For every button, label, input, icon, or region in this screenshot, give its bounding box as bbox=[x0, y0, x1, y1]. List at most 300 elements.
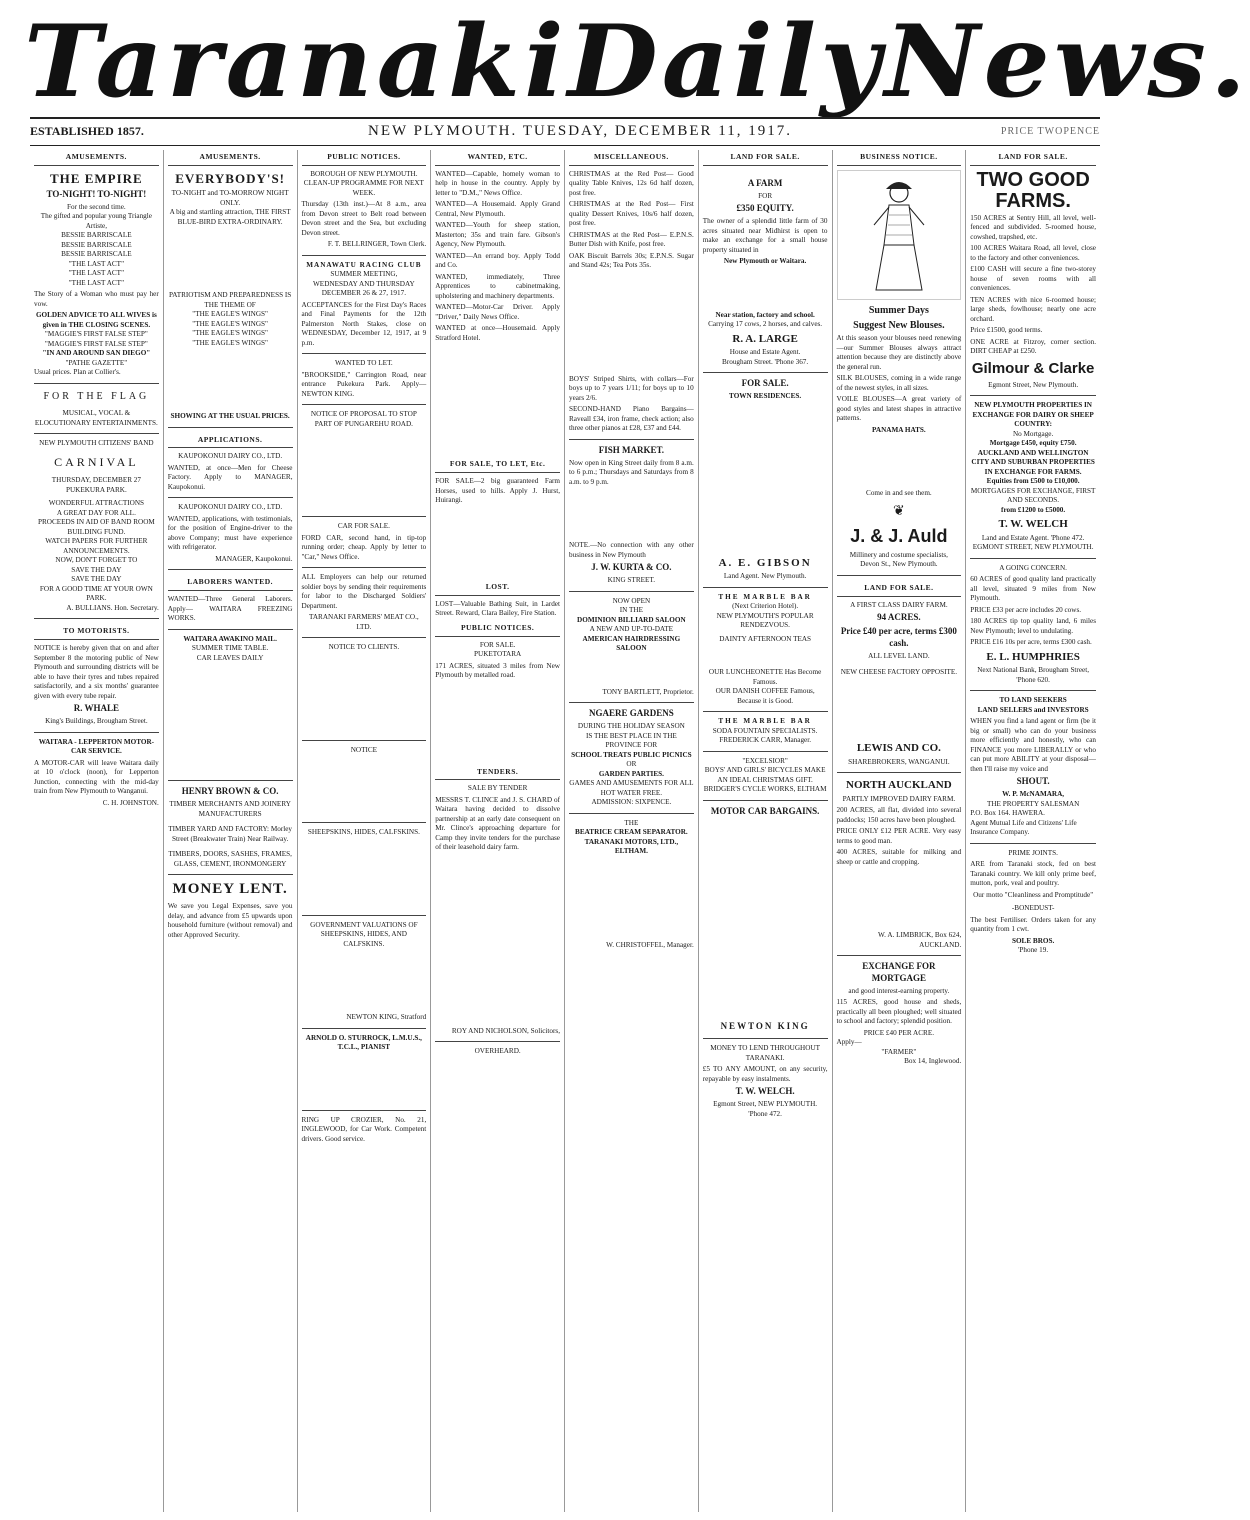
fish-text: Now open in King Street daily from 8 a.m. to 6 p.m.; Thursdays and Saturdays from 8 a.m. to 9 p.m. bbox=[569, 458, 694, 486]
misc-4: OAK Biscuit Barrels 30s; E.P.N.S. Sugar and Stand 42s; Tea Pots 35s. bbox=[569, 251, 694, 270]
car-leaves: CAR LEAVES DAILY bbox=[196, 653, 264, 662]
wanted-3: WANTED—Youth for sheep station, Masterton; 35s and train fare. Gibson's Agency, New Plymouth. bbox=[435, 221, 560, 249]
sheepskins-text-block bbox=[302, 840, 427, 910]
tonight-2: TO-NIGHT and TO-MORROW NIGHT ONLY. bbox=[171, 189, 289, 207]
separator bbox=[703, 587, 828, 588]
separator bbox=[168, 427, 293, 428]
carnival: CARNIVAL bbox=[54, 454, 139, 469]
column-3 bbox=[298, 150, 432, 1512]
phone-472: 'Phone 472. bbox=[748, 1109, 782, 1118]
save-the-day-2: SAVE THE DAY bbox=[71, 575, 122, 584]
holiday-season: DURING THE HOLIDAY SEASON bbox=[577, 722, 685, 731]
dainty-teas: DAINTY AFTERNOON TEAS bbox=[719, 634, 812, 643]
the: THE bbox=[624, 818, 639, 827]
separator bbox=[837, 955, 962, 956]
notice-2: NOTICE bbox=[350, 745, 378, 754]
notice-to-clients: NOTICE TO CLIENTS. bbox=[328, 643, 400, 652]
tender-block bbox=[435, 855, 560, 1025]
separator bbox=[34, 618, 159, 619]
panama-block bbox=[837, 437, 962, 487]
mcnamara: W. P. McNAMARA, bbox=[1002, 790, 1065, 799]
hawera: P.O. Box 164. HAWERA. bbox=[970, 809, 1045, 818]
separator bbox=[970, 395, 1096, 396]
acres-60: 60 ACRES of good quality land practically all level, situated 9 miles from New Plymouth. bbox=[970, 575, 1096, 603]
dateline bbox=[30, 120, 1100, 142]
separator bbox=[302, 1110, 427, 1111]
arnold-sturrock: ARNOLD O. STURROCK, L.M.U.S., T.C.L., PIANIST bbox=[305, 1033, 422, 1052]
a-e-gibson: A. E. GIBSON bbox=[718, 556, 812, 569]
r-a-large: R. A. LARGE bbox=[732, 332, 798, 345]
separator bbox=[34, 732, 159, 733]
one-acre: ONE ACRE at Fitzroy, corner section. DIRT CHEAP at £250. bbox=[970, 337, 1096, 356]
misc-block bbox=[569, 273, 694, 373]
cleanup: CLEAN-UP PROGRAMME FOR NEXT WEEK. bbox=[303, 179, 424, 197]
applications-heading: APPLICATIONS. bbox=[168, 433, 293, 449]
column-8 bbox=[966, 150, 1100, 1512]
lady-figure-icon bbox=[864, 175, 934, 295]
when-you-find: WHEN you find a land agent or firm (be it big or small) who can do your business more efficiently and honestly, who can FINANCE you more LIBERALLY or who can put more ABILITY at your disposal—then I'll raise my voice and bbox=[970, 717, 1096, 773]
separator bbox=[302, 404, 427, 405]
proposal-text-block bbox=[302, 431, 427, 511]
beatrice: BEATRICE CREAM SEPARATOR. bbox=[575, 828, 688, 837]
patriotism: PATRIOTISM AND PREPAREDNESS IS THE THEME OF bbox=[168, 291, 292, 309]
everybodys-title: EVERYBODY'S! bbox=[175, 170, 286, 186]
wanted-4: WANTED—An errand boy. Apply Todd and Co. bbox=[435, 251, 560, 270]
motorists-notice: NOTICE is hereby given that on and after September 8 the motoring public of New Plymouth and surrounding districts will be able to have their tyres and tubes repaired satisfactorily, and a six months' guarantee given with every tube repair. bbox=[34, 644, 159, 700]
summer-meeting: SUMMER MEETING, bbox=[330, 270, 398, 279]
wanted-7: WANTED at once—Housemaid. Apply Stratford Hotel. bbox=[435, 324, 560, 342]
tony-bartlett: TONY BARTLETT, Proprietor. bbox=[602, 687, 694, 696]
money-text: We save you Legal Expenses, save you delay, and advance from £5 upwards upon household furniture (without removal) and other Approved Security. bbox=[167, 902, 293, 939]
ring-crozier: RING UP CROZIER, No. 21, INGLEWOOD, for Car Work. Competent drivers. Good service. bbox=[301, 1115, 427, 1143]
motors-block bbox=[569, 859, 694, 939]
separator bbox=[703, 751, 828, 752]
school-treats: SCHOOL TREATS PUBLIC PICNICS bbox=[571, 750, 692, 759]
masthead-word-2: Daily bbox=[567, 3, 885, 120]
bluebird: A big and startling attraction, THE FIRST BLUE-BIRD EXTRA-ORDINARY. bbox=[169, 208, 291, 226]
price-16: PRICE £16 10s per acre, terms £300 cash. bbox=[970, 638, 1092, 647]
separator bbox=[168, 569, 293, 570]
brookside: "BROOKSIDE," Carrington Road, near entrance Pukekura Park. Apply—NEWTON KING. bbox=[301, 370, 427, 398]
separator bbox=[569, 813, 694, 814]
soda-fountain: SODA FOUNTAIN SPECIALISTS. bbox=[712, 726, 818, 735]
separator bbox=[302, 637, 427, 638]
cleanup-text: Thursday (13th inst.)—At 8 a.m., area from Devon street to Belt road between Devon street and the Sea, but excluding Devon street. bbox=[301, 200, 427, 237]
acres-block bbox=[837, 869, 962, 929]
bellringer: F. T. BELLRINGER, Town Clerk. bbox=[327, 240, 427, 249]
citizens-band: NEW PLYMOUTH CITIZENS' BAND bbox=[39, 439, 154, 448]
pathe-gazette: "PATHE GAZETTE" bbox=[65, 358, 128, 367]
interest-property: and good interest-earning property. bbox=[848, 986, 950, 995]
kaupokonui-2: KAUPOKONUI DAIRY CO., LTD. bbox=[178, 503, 283, 512]
good-time: FOR A GOOD TIME AT YOUR OWN PARK. bbox=[39, 584, 153, 603]
separator bbox=[837, 772, 962, 773]
separator bbox=[168, 874, 293, 875]
price-33: PRICE £33 per acre includes 20 cows. bbox=[970, 605, 1082, 614]
maggie-2: "MAGGIE'S FIRST FALSE STEP" bbox=[44, 339, 148, 348]
separator bbox=[168, 629, 293, 630]
ornament-icon: ❦ bbox=[893, 503, 905, 519]
misc-3: CHRISTMAS at the Red Post— E.P.N.S. Butter Dish with Knife, post free. bbox=[569, 230, 694, 249]
lewis-and-co: LEWIS AND CO. bbox=[856, 742, 941, 754]
last-act-2: "THE LAST ACT" bbox=[68, 269, 124, 278]
columns bbox=[30, 150, 1100, 1512]
awakino-mail: WAITARA AWAKINO MAIL. bbox=[183, 634, 277, 643]
kings-buildings: King's Buildings, Brougham Street. bbox=[45, 717, 148, 726]
going-concern: A GOING CONCERN. bbox=[999, 563, 1067, 572]
usual-prices: Usual prices. Plan at Collier's. bbox=[34, 368, 121, 377]
land-agent: Land Agent. New Plymouth. bbox=[723, 572, 807, 581]
dairy-block bbox=[837, 679, 962, 739]
save-the-day-1: SAVE THE DAY bbox=[71, 565, 122, 574]
last-act-1: "THE LAST ACT" bbox=[68, 259, 124, 268]
property-salesman: THE PROPERTY SALESMAN bbox=[986, 799, 1080, 808]
price: PRICE TWOPENCE bbox=[1000, 125, 1100, 137]
timetable-block bbox=[168, 665, 293, 775]
cash-100: £100 CASH will secure a fine two-storey house of seven rooms with all conveniences. bbox=[970, 265, 1096, 293]
mortgages-exchange: MORTGAGES FOR EXCHANGE, FIRST AND SECONDS. bbox=[970, 486, 1096, 505]
bonedust: -BONEDUST- bbox=[1011, 904, 1055, 913]
separator bbox=[302, 353, 427, 354]
egmont-street-2: EGMONT STREET, NEW PLYMOUTH. bbox=[972, 543, 1094, 552]
san-diego: "IN AND AROUND SAN DIEGO" bbox=[42, 349, 151, 358]
gifted: The gifted and popular young Triangle Artiste, bbox=[40, 212, 152, 230]
acres-200: 200 ACRES, all flat, divided into several paddocks; 150 acres have been ploughed. bbox=[836, 806, 962, 824]
sole-bros: SOLE BROS. bbox=[1011, 936, 1055, 945]
land-estate-agent: Land and Estate Agent. 'Phone 472. bbox=[981, 533, 1085, 542]
house-agent: House and Estate Agent. bbox=[729, 348, 801, 357]
new-upto: A NEW AND UP-TO-DATE bbox=[589, 625, 674, 634]
best-place: IS THE BEST PLACE IN THE PROVINCE FOR bbox=[585, 731, 677, 750]
separator bbox=[703, 372, 828, 373]
separator bbox=[970, 843, 1096, 844]
farm-text: The owner of a splendid little farm of 30 acres situated near Midhirst is open to make an exchange for a small house property situated in bbox=[702, 217, 828, 254]
king-street: KING STREET. bbox=[607, 576, 656, 585]
summer-days: Summer Days bbox=[868, 304, 929, 316]
dairy-farm: A FIRST CLASS DAIRY FARM. bbox=[850, 600, 948, 609]
wanted-5: WANTED, immediately, Three Apprentices to cabinetmaking, upholstering and machinery departments. bbox=[435, 272, 560, 300]
ford: FORD CAR, second hand, in tip-top running order; cheap. Apply by letter to "Car," News Office. bbox=[301, 533, 427, 561]
column-2 bbox=[164, 150, 298, 1512]
box-14: Box 14, Inglewood. bbox=[904, 1057, 962, 1066]
acres-115: 115 ACRES, good house and sheds, practically all been ploughed; well situated to school and factory; splendid position. bbox=[836, 998, 962, 1026]
misc-2: CHRISTMAS at the Red Post— First quality Dessert Knives, 10s/6 half dozen, post free. bbox=[569, 200, 694, 228]
north-auckland: NORTH AUCKLAND bbox=[846, 779, 952, 792]
for-the-flag: FOR THE FLAG bbox=[43, 390, 150, 402]
farmers-meat: TARANAKI FARMERS' MEAT CO., LTD. bbox=[309, 613, 419, 631]
egmont-np: Egmont Street, New Plymouth. bbox=[988, 380, 1079, 389]
last-act-3: "THE LAST ACT" bbox=[68, 278, 124, 287]
land-for-sale-heading: LAND FOR SALE. bbox=[703, 150, 828, 166]
marble-bar: THE MARBLE BAR bbox=[718, 592, 812, 601]
puketotara: PUKETOTARA bbox=[474, 650, 522, 659]
millinery: Millinery and costume specialists, bbox=[849, 550, 948, 559]
equities: Equities from £500 to £10,000. bbox=[986, 477, 1080, 486]
wed-thu: WEDNESDAY AND THURSDAY DECEMBER 26 & 27, 1917. bbox=[313, 279, 415, 298]
motto: Our motto "Cleanliness and Promptitude" bbox=[973, 890, 1094, 899]
games: GAMES AND AMUSEMENTS FOR ALL HOT WATER FREE. bbox=[569, 779, 694, 797]
equity-350: £350 EQUITY. bbox=[736, 203, 794, 214]
sale-block bbox=[435, 508, 560, 578]
frederick-carr: FREDERICK CARR, Manager. bbox=[719, 736, 812, 745]
gilmour-clarke: Gilmour & Clarke bbox=[971, 359, 1095, 377]
for-sale-heading: FOR SALE, TO LET, Etc. bbox=[435, 457, 560, 473]
danish-coffee: OUR DANISH COFFEE Famous, Because it is Good. bbox=[715, 687, 815, 705]
humphries: E. L. HUMPHRIES bbox=[986, 650, 1080, 663]
marble-bar-2: THE MARBLE BAR bbox=[718, 717, 812, 726]
eagles-2: "THE EAGLE'S WINGS" bbox=[192, 319, 268, 328]
dominion-billiard: DOMINION BILLIARD SALOON bbox=[577, 615, 686, 624]
fish-note: NOTE.—No connection with any other business in New Plymouth bbox=[569, 541, 694, 559]
thursday-dec-27: THURSDAY, DECEMBER 27 bbox=[51, 476, 141, 485]
fish-market: FISH MARKET. bbox=[598, 444, 665, 455]
puketotara-block bbox=[435, 683, 560, 763]
separator bbox=[569, 591, 694, 592]
silk-blouses: SILK BLOUSES, coming in a wide range of the newest styles, in all sizes. bbox=[836, 374, 962, 392]
golden-advice: GOLDEN ADVICE TO ALL WIVES is given in THE CLOSING SCENES. bbox=[35, 311, 157, 329]
separator bbox=[703, 711, 828, 712]
price-40: Price £40 per acre, terms £300 cash. bbox=[840, 626, 957, 649]
carrying: Carrying 17 cows, 2 horses, and calves. bbox=[708, 320, 823, 329]
a-farm: A FARM bbox=[747, 177, 783, 188]
lady-illustration bbox=[837, 170, 962, 300]
insurance-agent: Agent Mutual Life and Citizens' Life Insurance Company. bbox=[970, 818, 1077, 837]
wanted-block bbox=[435, 345, 560, 455]
masthead-word-1: Taranaki bbox=[24, 3, 568, 120]
separator bbox=[837, 575, 962, 576]
notice-proposal: NOTICE OF PROPOSAL TO STOP PART OF PUNGAREHU ROAD. bbox=[310, 410, 417, 428]
sale-1: FOR SALE—2 big guaranteed Farm Horses, used to hills. Apply J. Hurst, Huirangi. bbox=[435, 477, 560, 505]
acceptances: ACCEPTANCES for the First Day's Races and Final Payments for the 12th Palmerston North Stakes, close on WEDNESDAY, December 12, 1917, at 9 p.m. bbox=[301, 300, 427, 347]
american-hairdressing: AMERICAN HAIRDRESSING SALOON bbox=[582, 634, 681, 653]
eagles-3: "THE EAGLE'S WINGS" bbox=[192, 329, 268, 338]
maggie-1: "MAGGIE'S FIRST FALSE STEP" bbox=[44, 330, 148, 339]
separator bbox=[302, 567, 427, 568]
musical: MUSICAL, VOCAL & ELOCUTIONARY ENTERTAINMENTS. bbox=[34, 409, 158, 427]
clients-text-block bbox=[302, 655, 427, 735]
taranaki-motors: TARANAKI MOTORS, LTD., ELTHAM. bbox=[584, 837, 679, 856]
separator bbox=[970, 690, 1096, 691]
kaupokonui-1: KAUPOKONUI DAIRY CO., LTD. bbox=[178, 452, 283, 461]
waitara-motor-service: WAITARA - LEPPERTON MOTOR-CAR SERVICE. bbox=[38, 737, 155, 756]
price-only: PRICE ONLY £12 PER ACRE. Very easy terms to good man. bbox=[836, 827, 962, 845]
t-w-welch: T. W. WELCH. bbox=[735, 1086, 795, 1097]
national-bank: Next National Bank, Brougham Street, 'Phone 620. bbox=[977, 666, 1090, 684]
arnold-text-block bbox=[302, 1055, 427, 1105]
land-seekers: TO LAND SEEKERS bbox=[999, 696, 1067, 705]
exchange-mortgage: EXCHANGE FOR MORTGAGE bbox=[862, 961, 936, 983]
story: The Story of a Woman who must pay her vow. bbox=[34, 290, 159, 308]
blouse-text: At this season your blouses need renewing—our Summer Blouses always attract attention because they are distinctly above the general run. bbox=[836, 334, 962, 371]
separator bbox=[168, 780, 293, 781]
np-properties: NEW PLYMOUTH PROPERTIES IN EXCHANGE FOR DAIRY OR SHEEP COUNTRY: bbox=[972, 401, 1094, 429]
car-for-sale: CAR FOR SALE. bbox=[337, 522, 390, 531]
residences-block bbox=[703, 404, 828, 554]
lost-1: LOST—Valuable Bathing Suit, in Lardet Street. Reward, Clara Bailey, Fire Station. bbox=[435, 599, 560, 618]
dont-forget: NOW, DON'T FORGET TO bbox=[55, 556, 138, 565]
acres-150: 150 ACRES at Sentry Hill, all level, well-fenced and subdivided. 5-roomed house, cowshed, trapshed, etc. bbox=[970, 213, 1096, 241]
showing: SHOWING AT THE USUAL PRICES. bbox=[170, 412, 290, 421]
from-1200: from £1200 to £5000. bbox=[1001, 505, 1066, 514]
fertiliser: The best Fertiliser. Orders taken for any quantity from 1 cwt. bbox=[970, 915, 1096, 934]
auckland-wellington: AUCKLAND AND WELLINGTON CITY AND SUBURBAN PROPERTIES IN EXCHANGE FOR FARMS. bbox=[971, 448, 1095, 476]
bessie-3: BESSIE BARRISCALE bbox=[61, 250, 132, 259]
public-notices-heading: PUBLIC NOTICES. bbox=[302, 150, 427, 166]
for: FOR bbox=[758, 191, 773, 200]
notice2-text-block bbox=[302, 757, 427, 817]
separator bbox=[168, 497, 293, 498]
marble-block bbox=[703, 646, 828, 666]
all-level: ALL LEVEL LAND. bbox=[868, 652, 930, 660]
laborers-heading: LABORERS WANTED. bbox=[168, 575, 293, 591]
masthead-rule bbox=[30, 117, 1100, 119]
acres-171: 171 ACRES, situated 3 miles from New Plymouth by metalled road. bbox=[435, 661, 560, 680]
egmont-street: Egmont Street, NEW PLYMOUTH. bbox=[713, 1100, 818, 1109]
brougham: Brougham Street. 'Phone 367. bbox=[722, 357, 809, 366]
panama-hats: PANAMA HATS. bbox=[872, 425, 926, 434]
price-1500: Price £1500, good terms. bbox=[970, 326, 1043, 335]
land-sellers: LAND SELLERS and INVESTORS bbox=[977, 705, 1089, 714]
five-pounds: £5 TO ANY AMOUNT, on any security, repayable by easy instalments. bbox=[702, 1065, 828, 1083]
overheard: OVERHEARD. bbox=[474, 1047, 521, 1056]
for-sale-sub: FOR SALE. bbox=[479, 640, 516, 649]
separator bbox=[302, 1028, 427, 1029]
bargains-block bbox=[703, 819, 828, 1019]
wanted-2: WANTED—A Housemaid. Apply Grand Central, New Plymouth. bbox=[435, 200, 560, 218]
luncheonette: OUR LUNCHEONETTE Has Become Famous. bbox=[708, 668, 822, 686]
wanted-to-let: WANTED TO LET. bbox=[335, 359, 393, 368]
cheese-factory: NEW CHEESE FACTORY OPPOSITE. bbox=[840, 667, 958, 676]
motorists-heading: TO MOTORISTS. bbox=[34, 624, 159, 640]
ten-acres: TEN ACRES with nice 6-roomed house; large sheds, fowlhouse; nearly one acre orchard. bbox=[970, 295, 1096, 323]
wanted-heading: WANTED, ETC. bbox=[435, 150, 560, 166]
land-sale-heading-2: LAND FOR SALE. bbox=[837, 581, 962, 597]
sharebrokers: SHAREBROKERS, WANGANUI. bbox=[848, 757, 950, 766]
second-time: For the second time. bbox=[67, 202, 126, 211]
column-1 bbox=[30, 150, 164, 1512]
t-w-welch-2: T. W. WELCH bbox=[998, 518, 1068, 531]
bessie-2: BESSIE BARRISCALE bbox=[61, 240, 132, 249]
separator bbox=[302, 740, 427, 741]
motor-car-notice: A MOTOR-CAR will leave Waitara daily at 10 o'clock (noon), for Lepperton Junction, connecting with the mid-day train from New Plymouth to Wanganui. bbox=[34, 758, 159, 796]
bluebird-text-block bbox=[168, 229, 293, 289]
saloon-block bbox=[569, 656, 694, 686]
separator bbox=[34, 433, 159, 434]
bessie-1: BESSIE BARRISCALE bbox=[61, 231, 132, 240]
j-j-auld: J. & J. Auld bbox=[850, 526, 948, 547]
money-lent: MONEY LENT. bbox=[172, 881, 288, 898]
established: ESTABLISHED 1857. bbox=[30, 123, 144, 138]
bridger-cycle: BRIDGER'S CYCLE WORKS, ELTHAM bbox=[703, 785, 827, 794]
no-mortgage: No Mortgage. bbox=[1012, 429, 1054, 438]
watch-papers: WATCH PAPERS FOR FURTHER ANNOUNCEMENTS. bbox=[45, 537, 148, 555]
money-to-lend: MONEY TO LEND THROUGHOUT TARANAKI. bbox=[710, 1044, 820, 1062]
acres-180: 180 ACRES tip top quality land, 6 miles New Plymouth; level to undulating. bbox=[970, 617, 1096, 635]
eagles-4: "THE EAGLE'S WINGS" bbox=[192, 338, 268, 347]
employers: ALL Employers can help our returned soldier boys by sending their requirements for labor to the Discharged Soldiers' Department. bbox=[301, 573, 427, 610]
christoffel: W. CHRISTOFFEL, Manager. bbox=[606, 940, 694, 949]
voile-blouses: VOILE BLOUSES—A great variety of good styles and latest shapes in attractive patterns. bbox=[836, 395, 962, 423]
partly-improved: PARTLY IMPROVED DAIRY FARM. bbox=[842, 794, 956, 803]
for-sale: FOR SALE. bbox=[741, 378, 789, 389]
racing-club: MANAWATU RACING CLUB bbox=[306, 260, 422, 269]
farmer: "FARMER" bbox=[881, 1047, 917, 1056]
column-7 bbox=[833, 150, 967, 1512]
pukekura-park: PUKEKURA PARK. bbox=[65, 485, 127, 494]
acres-94: 94 ACRES. bbox=[877, 612, 921, 623]
criterion: (Next Criterion Hotel). bbox=[732, 602, 799, 611]
near-station: Near station, factory and school. bbox=[715, 310, 815, 319]
in-the: IN THE bbox=[619, 606, 643, 615]
separator bbox=[302, 915, 427, 916]
admission: ADMISSION: SIXPENCE. bbox=[591, 798, 672, 807]
borough: BOROUGH OF NEW PLYMOUTH. bbox=[310, 169, 418, 178]
miscellaneous-heading: MISCELLANEOUS. bbox=[569, 150, 694, 166]
amusements-heading: AMUSEMENTS. bbox=[34, 150, 159, 166]
manager: MANAGER, Kaupokonui. bbox=[215, 554, 293, 563]
suggest-blouses: Suggest New Blouses. bbox=[853, 320, 945, 332]
valuations-text-block bbox=[302, 951, 427, 1011]
apply: Apply— bbox=[836, 1038, 862, 1047]
misc-6: SECOND-HAND Piano Bargains—Raveall £34, iron frame, check action; also three other pianos at £28, £37 and £44. bbox=[569, 405, 694, 433]
bicycles: BOYS' AND GIRLS' BICYCLES MAKE AN IDEAL CHRISTMAS GIFT. bbox=[704, 766, 826, 784]
prime-joints: PRIME JOINTS. bbox=[1008, 848, 1058, 857]
dateline-rule bbox=[30, 145, 1100, 146]
kurta: J. W. KURTA & CO. bbox=[591, 562, 672, 573]
masthead-word-3: News. bbox=[884, 3, 1250, 120]
come-and-see: Come in and see them. bbox=[866, 489, 932, 498]
business-notice-heading: BUSINESS NOTICE. bbox=[837, 150, 962, 166]
wanted-6: WANTED—Motor-Car Driver. Apply "Driver," Daily News Office. bbox=[435, 303, 560, 321]
land-sale-heading-3: LAND FOR SALE. bbox=[970, 150, 1096, 166]
newton-king: NEWTON KING bbox=[720, 1021, 810, 1032]
valuations: GOVERNMENT VALUATIONS OF SHEEPSKINS, HIDES, AND CALFSKINS. bbox=[310, 920, 418, 948]
sheepskins: SHEEPSKINS, HIDES, CALFSKINS. bbox=[307, 828, 420, 837]
tender-text: MESSRS T. CLINCE and J. S. CHARD of Waitara having decided to dissolve partnership at an early date consequent on Mr. Clince's approaching departure for Camp they invite tenders for the purchase of their leasehold dairy farm. bbox=[435, 795, 560, 852]
wanted-laborers: WANTED—Three General Laborers. Apply— WAITARA FREEZING WORKS. bbox=[167, 595, 293, 623]
timbers: TIMBERS, DOORS, SASHES, FRAMES, GLASS, CEMENT, IRONMONGERY bbox=[168, 850, 292, 868]
separator bbox=[569, 439, 694, 440]
motor-bargains: MOTOR CAR BARGAINS. bbox=[710, 805, 820, 816]
sale-by-tender: SALE BY TENDER bbox=[467, 784, 528, 793]
limbrick: W. A. LIMBRICK, Box 624, AUCKLAND. bbox=[878, 931, 962, 949]
rendezvous: NEW PLYMOUTH'S POPULAR RENDEZVOUS. bbox=[716, 611, 814, 630]
place-date: NEW PLYMOUTH. TUESDAY, DECEMBER 11, 1917. bbox=[368, 122, 792, 139]
separator bbox=[302, 516, 427, 517]
roy-nicholson: ROY AND NICHOLSON, Solicitors, bbox=[451, 1026, 560, 1035]
great-day: A GREAT DAY FOR ALL. bbox=[56, 508, 136, 517]
tonight: TO-NIGHT! TO-NIGHT! bbox=[46, 189, 147, 200]
acres-400: 400 ACRES, suitable for milking and sheep or cattle and cropping. bbox=[836, 848, 962, 866]
separator bbox=[569, 702, 694, 703]
timber-yard: TIMBER YARD AND FACTORY: Morley Street (Breakwater Train) Near Railway. bbox=[168, 825, 293, 843]
column-6 bbox=[699, 150, 833, 1512]
eagles-1: "THE EAGLE'S WINGS" bbox=[192, 310, 268, 319]
timber-merchants: TIMBER MERCHANTS AND JOINERY MANUFACTURERS bbox=[169, 800, 291, 818]
separator bbox=[34, 383, 159, 384]
mortgage-450: Mortgage £450, equity £750. bbox=[989, 439, 1077, 448]
column-4 bbox=[431, 150, 565, 1512]
price-40-acre: PRICE £40 PER ACRE. bbox=[863, 1028, 935, 1037]
separator bbox=[302, 822, 427, 823]
henry-brown: HENRY BROWN & CO. bbox=[181, 786, 279, 797]
newton-king-stratford: NEWTON KING, Stratford bbox=[346, 1013, 427, 1022]
excelsior: "EXCELSIOR" bbox=[742, 756, 788, 765]
whale: R. WHALE bbox=[73, 703, 120, 714]
wonderful-attractions: WONDERFUL ATTRACTIONS bbox=[48, 499, 145, 508]
bullians: A. BULLIANS. Hon. Secretary. bbox=[66, 603, 159, 612]
summer-table: SUMMER TIME TABLE. bbox=[191, 644, 269, 653]
